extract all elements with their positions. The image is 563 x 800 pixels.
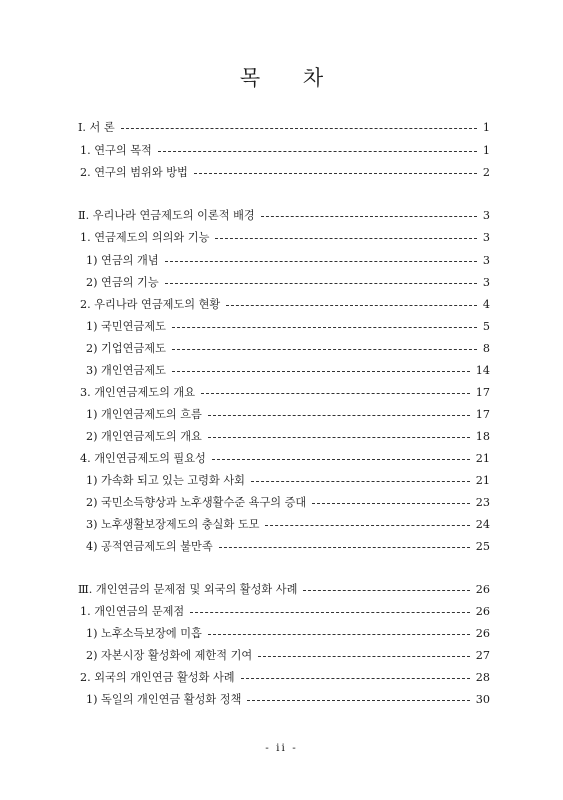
toc-entry-page: 3 (479, 230, 490, 246)
toc-entry (0, 626, 563, 642)
toc-entry-page: 18 (472, 429, 490, 445)
toc-leader (208, 634, 470, 635)
toc-entry-page: 26 (472, 604, 490, 620)
toc-entry-page: 5 (479, 319, 490, 335)
toc-entry (0, 385, 563, 401)
toc-entry (0, 230, 563, 246)
toc-entry-page: 17 (472, 385, 490, 401)
toc-entry (0, 407, 563, 423)
toc-entry-label: 2) 기업연금제도 (86, 341, 170, 357)
toc-entry (0, 208, 563, 224)
toc-entry-label: 2) 자본시장 활성화에 제한적 기여 (86, 648, 256, 664)
toc-entry-label: 1) 가속화 되고 있는 고령화 사회 (86, 473, 249, 489)
toc-entry (0, 429, 563, 445)
toc-entry-page: 3 (479, 253, 490, 269)
toc-entry-page: 27 (472, 648, 490, 664)
toc-leader (172, 349, 477, 350)
toc-leader (190, 612, 470, 613)
toc-leader (265, 525, 469, 526)
toc-entry-label: 2. 우리나라 연금제도의 현황 (80, 297, 224, 313)
toc-entry-label: 3) 개인연금제도 (86, 363, 170, 379)
toc-leader (208, 437, 470, 438)
toc-entry (0, 341, 563, 357)
toc-entry-page: 21 (472, 473, 490, 489)
toc-entry (0, 539, 563, 555)
toc-entry-label: 1. 연금제도의 의의와 기능 (80, 230, 213, 246)
toc-entry-label: 1) 독일의 개인연금 활성화 정책 (86, 692, 245, 708)
toc-entry-label: 1. 연구의 목적 (80, 143, 156, 159)
toc-entry-page: 14 (472, 363, 490, 379)
toc-leader (226, 305, 477, 306)
toc-entry-page: 1 (479, 143, 490, 159)
toc-entry (0, 517, 563, 533)
toc-entry-label: 2) 국민소득향상과 노후생활수준 욕구의 증대 (86, 495, 310, 511)
page-title: 목 차 (239, 66, 342, 90)
toc-leader (172, 371, 470, 372)
toc-entry-page: 2 (479, 165, 490, 181)
toc-leader (172, 327, 477, 328)
toc-leader (215, 238, 476, 239)
toc-entry-label: 1) 국민연금제도 (86, 319, 170, 335)
toc-leader (212, 459, 470, 460)
toc-leader (219, 547, 470, 548)
toc-entry (0, 165, 563, 181)
page-footer: - ii - (265, 742, 298, 754)
toc-entry-page: 25 (472, 539, 490, 555)
toc-leader (158, 151, 477, 152)
toc-leader (165, 283, 477, 284)
toc-entry-page: 3 (479, 275, 490, 291)
toc-entry-label: Ⅰ. 서 론 (78, 120, 119, 136)
toc-entry-page: 1 (479, 120, 490, 136)
toc-entry-label: 1) 노후소득보장에 미흡 (86, 626, 206, 642)
toc-entry-page: 8 (479, 341, 490, 357)
toc-entry-label: 2. 연구의 범위와 방법 (80, 165, 192, 181)
toc-entry (0, 253, 563, 269)
toc-entry-label: 4. 개인연금제도의 필요성 (80, 451, 210, 467)
toc-leader (208, 415, 470, 416)
toc-entry-page: 23 (472, 495, 490, 511)
toc-entry (0, 143, 563, 159)
toc-leader (258, 656, 470, 657)
toc-leader (303, 590, 469, 591)
toc-entry (0, 582, 563, 598)
toc-entry-page: 24 (472, 517, 490, 533)
toc-leader (312, 503, 470, 504)
toc-leader (194, 173, 477, 174)
toc-entry (0, 451, 563, 467)
toc-leader (201, 393, 470, 394)
toc-entry (0, 495, 563, 511)
toc-entry (0, 275, 563, 291)
toc-entry-page: 30 (472, 692, 490, 708)
toc-entry-page: 17 (472, 407, 490, 423)
toc-leader (241, 678, 470, 679)
toc-leader (247, 700, 469, 701)
toc-entry (0, 670, 563, 686)
toc-entry (0, 473, 563, 489)
toc-entry-label: Ⅱ. 우리나라 연금제도의 이론적 배경 (78, 208, 259, 224)
toc-leader (165, 261, 477, 262)
toc-entry-page: 4 (479, 297, 490, 313)
toc-leader (261, 216, 477, 217)
toc-entry (0, 319, 563, 335)
toc-entry-page: 21 (472, 451, 490, 467)
toc-entry-page: 3 (479, 208, 490, 224)
toc-entry (0, 120, 563, 136)
toc-entry (0, 363, 563, 379)
toc-entry (0, 648, 563, 664)
toc-leader (121, 128, 477, 129)
toc-entry (0, 297, 563, 313)
toc-entry-label: 1) 연금의 개념 (86, 253, 163, 269)
toc-entry-label: Ⅲ. 개인연금의 문제점 및 외국의 활성화 사례 (78, 582, 301, 598)
toc-entry-label: 2. 외국의 개인연금 활성화 사례 (80, 670, 239, 686)
toc-entry-page: 26 (472, 626, 490, 642)
toc-entry (0, 604, 563, 620)
toc-entry-label: 1) 개인연금제도의 흐름 (86, 407, 206, 423)
toc-entry-label: 3) 노후생활보장제도의 충실화 도모 (86, 517, 263, 533)
toc-entry-page: 26 (472, 582, 490, 598)
toc-entry-label: 2) 연금의 기능 (86, 275, 163, 291)
toc-entry (0, 692, 563, 708)
toc-entry-page: 28 (472, 670, 490, 686)
toc-entry-label: 3. 개인연금제도의 개요 (80, 385, 199, 401)
toc-leader (251, 481, 470, 482)
toc-entry-label: 1. 개인연금의 문제점 (80, 604, 188, 620)
toc-entry-label: 2) 개인연금제도의 개요 (86, 429, 206, 445)
toc-entry-label: 4) 공적연금제도의 불만족 (86, 539, 217, 555)
